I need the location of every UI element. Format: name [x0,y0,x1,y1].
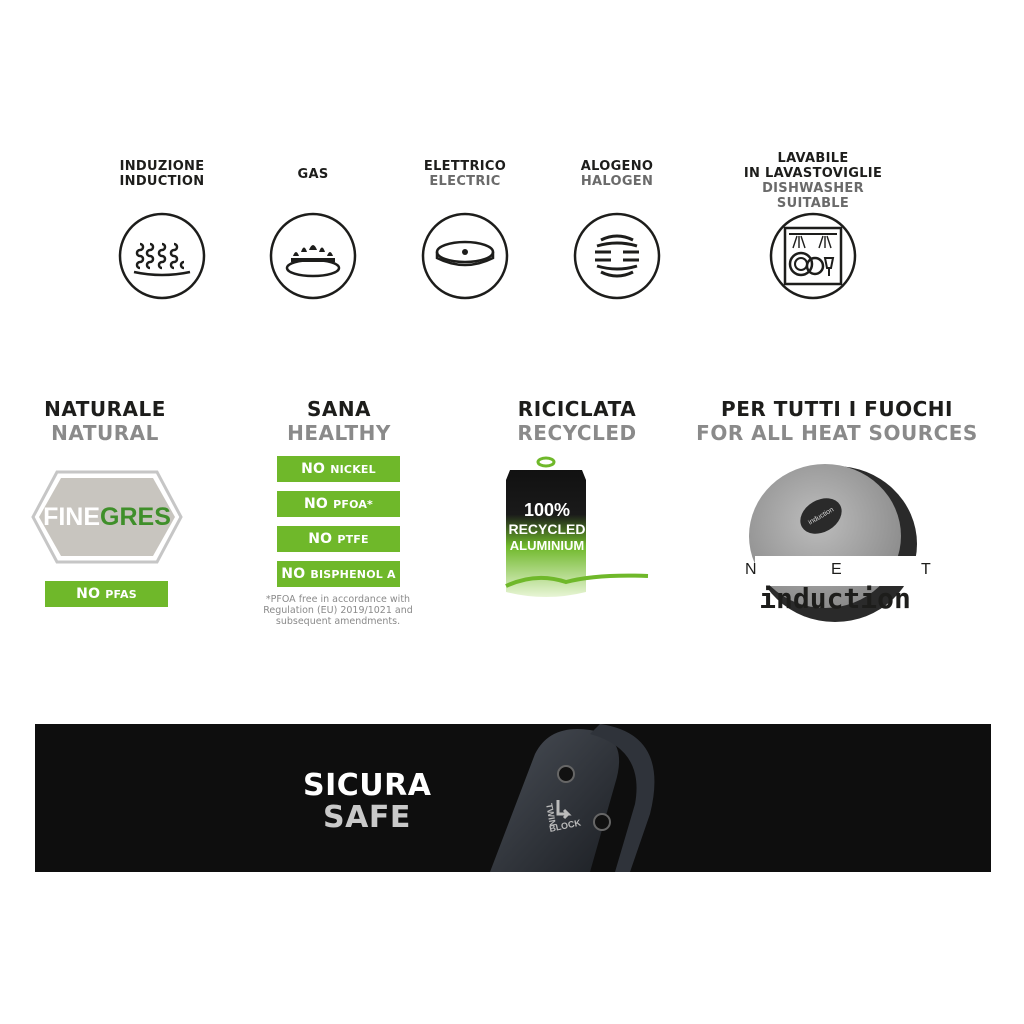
no-ptfe-tag: NO PTFE [277,526,400,552]
finegres-logo [31,470,183,564]
label-it-1: LAVABILE [777,151,849,166]
safe-it: SICURA [303,768,432,803]
disc-stamp-text: induction [807,506,836,527]
pfoa-footnote: *PFOA free in accordance with Regulation (EU) 2019/1021 and subsequent amendments. [263,594,413,627]
cooktop-dishwasher [733,151,893,211]
cooktop-induction [87,159,237,189]
twin-block-handle-icon [440,724,740,872]
feature-heat [672,397,1002,445]
label-it: ALOGENO [580,159,654,174]
label-it: ELETTRICO [423,159,507,174]
gas-burner-icon [269,212,357,300]
badge-block: BLOCK [548,817,582,834]
label-en: INDUCTION [119,174,205,189]
safe-en: SAFE [323,800,411,835]
can-line-2: RECYCLED [508,521,586,537]
label-en: HALOGEN [580,174,654,189]
brand-t: T [921,561,931,578]
recycled-can-icon [500,456,650,608]
can-line-1: 100% [523,500,571,520]
label-en: ELECTRIC [429,174,501,189]
dishwasher-icon [769,212,857,300]
svg-text:FINEGRES [43,503,171,531]
feature-heat-it: PER TUTTI I FUOCHI [721,397,953,421]
cooktop-gas [238,167,388,182]
brand-n: N [745,561,757,578]
safe-banner [35,724,991,872]
feature-recycled [492,397,662,445]
cooktop-halogen [542,159,692,189]
electric-plate-icon [421,212,509,300]
feature-healthy-it: SANA [306,397,372,421]
no-bisphenol-tag: NO BISPHENOL A [277,561,400,587]
label-it: GAS [297,167,329,182]
brand-word: induction [759,582,911,615]
induction-coil-icon [118,212,206,300]
feature-healthy [254,397,424,445]
feature-natural [20,397,190,445]
finegres-fine: FINE [43,503,101,531]
can-line-3: ALUMINIUM [509,538,585,553]
label-it: INDUZIONE [119,159,205,174]
finegres-gres: GRES [100,503,171,531]
feature-recycled-it: RICICLATA [517,397,637,421]
no-pfas-tag: NO PFAS [45,581,168,607]
feature-recycled-en: RECYCLED [517,421,637,445]
label-en: DISHWASHER SUITABLE [762,181,864,211]
cooktop-electric [390,159,540,189]
no-nickel-tag: NO NICKEL [277,456,400,482]
net-induction-logo [725,456,945,626]
halogen-icon [573,212,661,300]
feature-natural-en: NATURAL [51,421,159,445]
feature-heat-en: FOR ALL HEAT SOURCES [696,421,978,445]
feature-natural-it: NATURALE [44,397,166,421]
feature-healthy-en: HEALTHY [287,421,391,445]
label-it-2: IN LAVASTOVIGLIE [743,166,883,181]
no-pfoa-tag: NO PFOA* [277,491,400,517]
brand-e: E [831,561,842,578]
badge-twin: TWIN [544,802,558,827]
